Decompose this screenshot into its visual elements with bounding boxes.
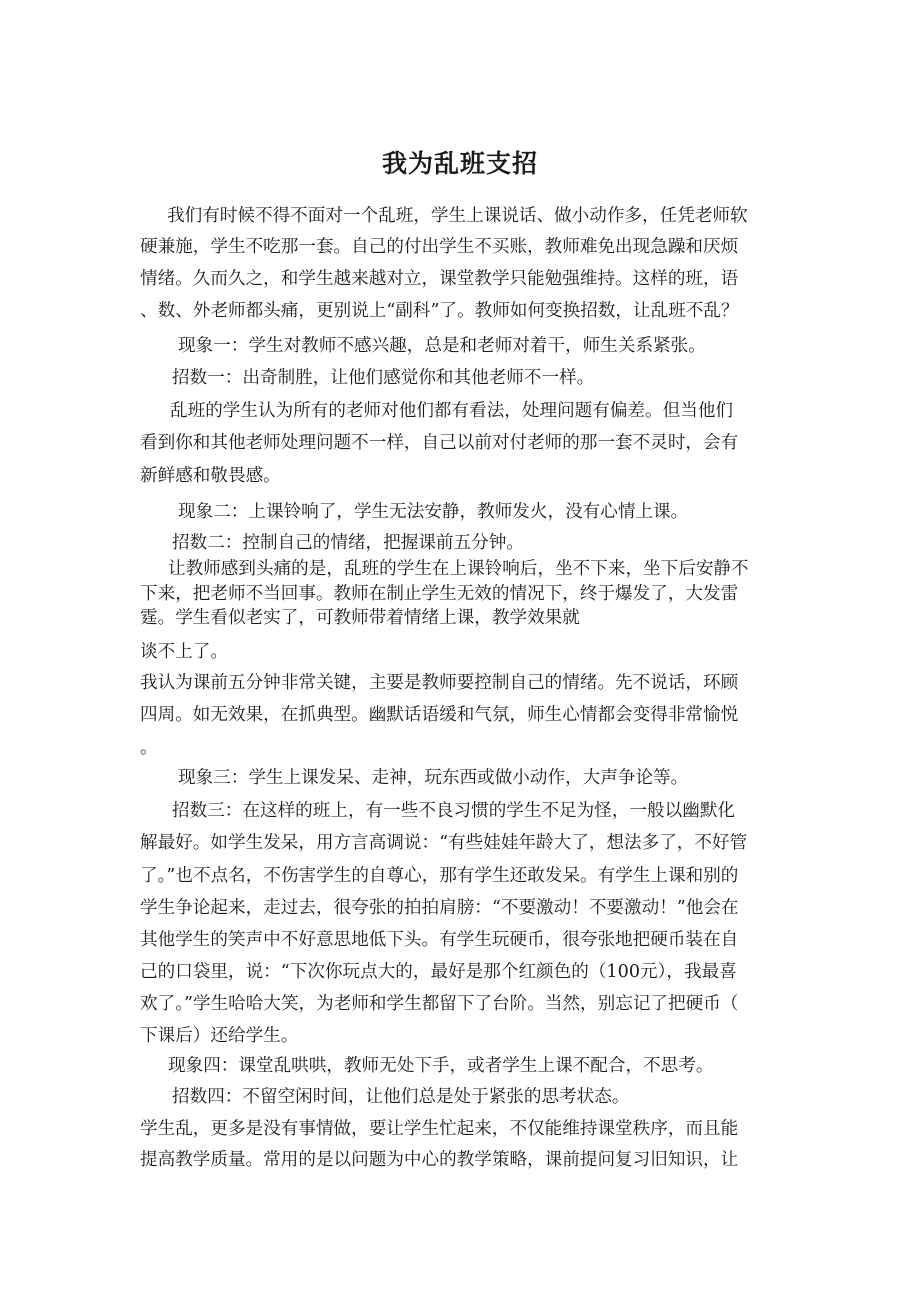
text-line: 我认为课前五分钟非常关键，主要是教师要控制自己的情绪。先不说话，环顾 bbox=[140, 673, 739, 693]
text-line: 新鲜感和敬畏感。 bbox=[140, 466, 281, 486]
text-line: 提高教学质量。常用的是以问题为中心的教学策略，课前提问复习旧知识，让 bbox=[140, 1150, 739, 1170]
text-line: 现象一：学生对教师不感兴趣，总是和老师对着干，师生关系紧张。 bbox=[178, 336, 706, 356]
text-line: 学生乱，更多是没有事情做，要让学生忙起来，不仅能维持课堂秩序，而且能 bbox=[140, 1119, 739, 1139]
text-line: 欢了。”学生哈哈大笑，为老师和学生都留下了台阶。当然，别忘记了把硬币（ bbox=[140, 994, 739, 1014]
text-line: 让教师感到头痛的是，乱班的学生在上课铃响后，坐不下来，坐下后安静不 bbox=[168, 559, 749, 579]
text-line: 己的口袋里，说：“下次你玩点大的，最好是那个红颜色的（100元），我最喜 bbox=[140, 962, 737, 982]
text-line: 我们有时候不得不面对一个乱班，学生上课说话、做小动作多，任凭老师软 bbox=[167, 206, 748, 226]
text-line: 其他学生的笑声中不好意思地低下头。有学生玩硬币，很夸张地把硬币装在自 bbox=[140, 930, 739, 950]
text-line: 学生争论起来，走过去，很夸张的拍拍肩膀：“不要激动！不要激动！”他会在 bbox=[140, 898, 739, 918]
text-line: 硬兼施，学生不吃那一套。自己的付出学生不买账，教师难免出现急躁和厌烦 bbox=[140, 237, 739, 257]
text-line: 现象二：上课铃响了，学生无法安静，教师发火，没有心情上课。 bbox=[178, 502, 689, 522]
text-line: 霆。学生看似老实了，可教师带着情绪上课，教学效果就 bbox=[140, 608, 580, 628]
text-line: 招数二：控制自己的情绪，把握课前五分钟。 bbox=[172, 533, 524, 553]
text-line: 下课后）还给学生。 bbox=[140, 1026, 299, 1046]
text-line: 招数一：出奇制胜，让他们感觉你和其他老师不一样。 bbox=[172, 368, 595, 388]
text-line: 下来，把老师不当回事。教师在制止学生无效的情况下，终于爆发了，大发雷 bbox=[140, 584, 739, 604]
text-line: 招数三：在这样的班上，有一些不良习惯的学生不足为怪，一般以幽默化 bbox=[172, 801, 736, 821]
text-line: 招数四：不留空闲时间，让他们总是处于紧张的思考状态。 bbox=[172, 1087, 630, 1107]
text-line: 解最好。如学生发呆，用方言高调说：“有些娃娃年龄大了，想法多了，不好管 bbox=[140, 833, 748, 853]
text-line: 现象四：课堂乱哄哄，教师无处下手，或者学生上课不配合，不思考。 bbox=[168, 1056, 714, 1076]
text-line: 四周。如无效果，在抓典型。幽默话语缓和气氛，师生心情都会变得非常愉悦 bbox=[140, 705, 739, 725]
text-line: 了。”也不点名，不伤害学生的自尊心，那有学生还敢发呆。有学生上课和别的 bbox=[140, 866, 739, 886]
document-title: 我为乱班支招 bbox=[381, 149, 538, 178]
text-line: 乱班的学生认为所有的老师对他们都有看法，处理问题有偏差。但当他们 bbox=[170, 401, 734, 421]
text-line: 情绪。久而久之，和学生越来越对立，课堂教学只能勉强维持。这样的班，语 bbox=[140, 269, 739, 289]
text-line: 。 bbox=[140, 738, 158, 758]
text-line: 现象三：学生上课发呆、走神，玩东西或做小动作，大声争论等。 bbox=[178, 768, 689, 788]
text-line: 看到你和其他老师处理问题不一样，自己以前对付老师的那一套不灵时，会有 bbox=[140, 433, 739, 453]
text-line: 谈不上了。 bbox=[140, 642, 228, 662]
text-line: 、数、外老师都头痛，更别说上“副科”了。教师如何变换招数，让乱班不乱？ bbox=[140, 301, 739, 321]
